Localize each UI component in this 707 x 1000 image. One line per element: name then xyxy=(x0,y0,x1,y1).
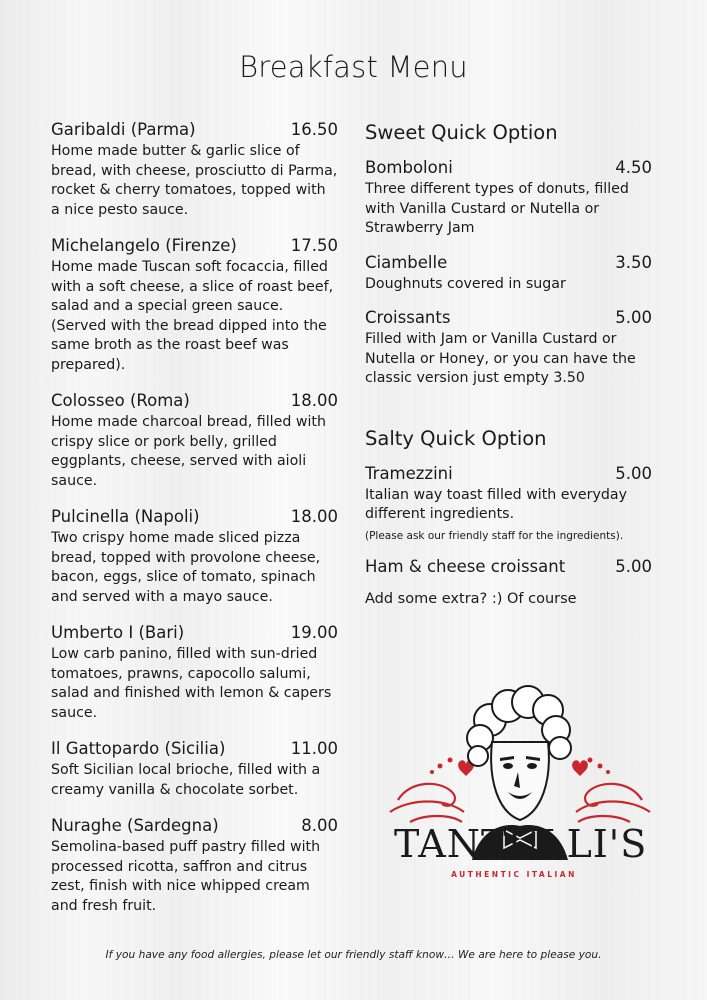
item-name: Ciambelle xyxy=(365,252,448,272)
item-name: Pulcinella (Napoli) xyxy=(51,507,200,526)
item-price: 5.00 xyxy=(615,556,652,576)
item-name: Michelangelo (Firenze) xyxy=(51,236,237,255)
item-price: 5.00 xyxy=(615,308,652,327)
menu-item xyxy=(51,120,338,220)
item-name: Garibaldi (Parma) xyxy=(51,120,196,139)
item-note: (Please ask our friendly staff for the ingredients). xyxy=(365,529,624,542)
menu-item xyxy=(365,158,652,239)
left-column xyxy=(51,120,338,932)
item-price: 19.00 xyxy=(290,623,338,642)
allergy-footer: If you have any food allergies, please let our friendly staff know… We are here to please you. xyxy=(105,949,602,961)
menu-item xyxy=(51,623,338,723)
item-desc: Doughnuts covered in sugar xyxy=(365,275,566,292)
menu-item xyxy=(51,507,338,607)
item-desc: Home made butter & garlic slice of bread, with cheese, prosciutto di Parma, rocket & cherry tomatoes, topped with a nice pesto sauce. xyxy=(51,143,338,218)
brand-logo-text: TANTULLI'S xyxy=(394,822,648,866)
menu-item xyxy=(365,464,652,543)
brand-tagline: AUTHENTIC ITALIAN xyxy=(451,870,577,879)
item-desc: Soft Sicilian local brioche, filled with a creamy vanilla & chocolate sorbet. xyxy=(51,762,321,798)
item-name: Bomboloni xyxy=(365,158,453,177)
item-price: 11.00 xyxy=(290,739,338,758)
menu-item xyxy=(365,557,652,577)
menu-item xyxy=(365,308,652,389)
item-price: 5.00 xyxy=(615,463,652,483)
page-title: Breakfast Menu xyxy=(239,50,468,84)
menu-item xyxy=(365,253,652,295)
right-column xyxy=(365,121,652,607)
item-price: 4.50 xyxy=(615,158,652,177)
item-price: 17.50 xyxy=(290,236,338,255)
item-name: Ham & cheese croissant xyxy=(365,556,566,576)
item-desc: Home made Tuscan soft focaccia, filled with a soft cheese, a slice of roast beef, salad and a special green sauce. (Served with the bread dipped into the same broth as the roast beef was prepared). xyxy=(51,259,334,373)
item-price: 3.50 xyxy=(615,252,652,272)
item-desc: Filled with Jam or Vanilla Custard or Nutella or Honey, or you can have the classic version just empty 3.50 xyxy=(365,331,636,386)
menu-item xyxy=(51,391,338,491)
section-heading-salty: Salty Quick Option xyxy=(365,426,547,450)
menu-item xyxy=(51,739,338,800)
item-name: Umberto I (Bari) xyxy=(51,623,185,642)
item-desc: Low carb panino, filled with sun-dried tomatoes, prawns, capocollo salumi, salad and finished with lemon & capers sauce. xyxy=(51,646,332,721)
item-desc: Home made charcoal bread, filled with crispy slice or pork belly, grilled eggplants, cheese, served with aioli sauce. xyxy=(51,414,326,489)
item-desc: Italian way toast filled with everyday different ingredients. xyxy=(365,486,627,522)
item-name: Tramezzini xyxy=(365,463,453,483)
item-price: 16.50 xyxy=(290,120,338,139)
chef-face-icon xyxy=(491,742,549,820)
ornament-right-icon xyxy=(576,784,650,822)
ornament-left-icon xyxy=(390,784,464,822)
item-desc: Three different types of donuts, filled with Vanilla Custard or Nutella or Strawberry Jam xyxy=(365,181,629,236)
item-name: Il Gattopardo (Sicilia) xyxy=(51,739,226,758)
item-price: 18.00 xyxy=(290,391,338,410)
item-name: Colosseo (Roma) xyxy=(51,391,190,410)
menu-item xyxy=(51,816,338,916)
item-price: 18.00 xyxy=(290,507,338,526)
menu-item xyxy=(51,236,338,375)
extra-note: Add some extra? :) Of course xyxy=(365,590,577,607)
section-heading-sweet: Sweet Quick Option xyxy=(365,121,558,144)
item-price: 8.00 xyxy=(301,816,338,835)
item-name: Nuraghe (Sardegna) xyxy=(51,816,219,835)
item-desc: Semolina-based puff pastry filled with processed ricotta, saffron and citrus zest, finish with nice whipped cream and fresh fruit. xyxy=(51,839,321,914)
item-name: Croissants xyxy=(365,308,451,327)
item-desc: Two crispy home made sliced pizza bread, topped with provolone cheese, bacon, eggs, slice of tomato, spinach and served with a mayo sauce. xyxy=(51,530,321,605)
